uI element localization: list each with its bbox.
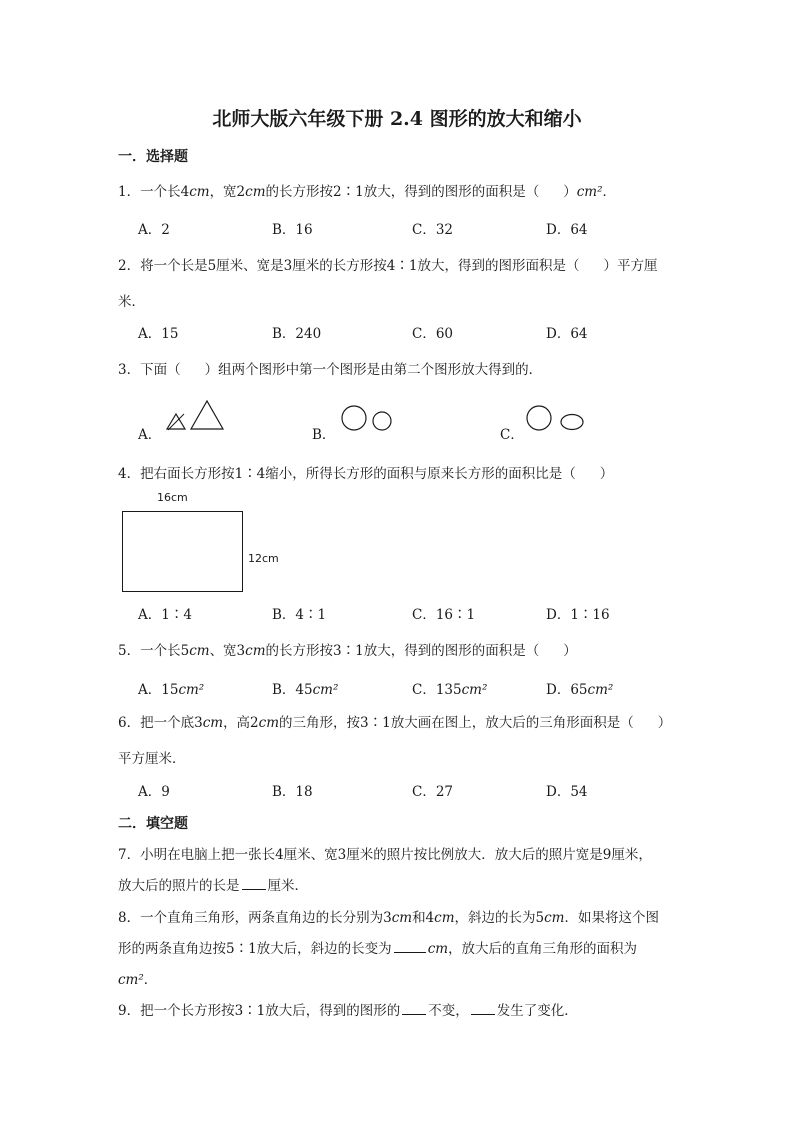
q6-unit-2: cm <box>258 715 280 731</box>
q5-option-b[interactable] <box>272 678 338 698</box>
q4-text-a: 4．把右面长方形按1∶4缩小，所得长方形的面积与原来长方形的面积比是（ <box>118 466 576 482</box>
q4-height-label: 12cm <box>248 552 279 565</box>
q8-unit-5: cm² <box>118 972 144 988</box>
q6-text-d: ） <box>657 715 672 731</box>
q6-text-c: 的三角形，按3∶1放大画在图上，放大后的三角形面积是（ <box>279 715 634 731</box>
q8-text-f: ，放大后的直角三角形的面积为 <box>448 941 638 957</box>
q6-text-b: ，高2 <box>223 715 259 731</box>
q3-text-a: 3．下面（ <box>118 362 181 378</box>
q1-unit-1: cm <box>189 184 210 200</box>
q8-text-d: ．如果将这个图 <box>564 910 659 926</box>
q8-unit-1: cm <box>391 910 413 926</box>
question-8-line-2 <box>118 937 637 957</box>
q2-option-d[interactable]: D．64 <box>546 326 588 342</box>
q5-text-b: 、宽3 <box>209 643 246 659</box>
q2-text-b: ）平方厘 <box>603 258 658 274</box>
q8-blank-hypotenuse[interactable] <box>394 940 426 953</box>
q4-option-c[interactable]: C．16∶1 <box>412 607 476 623</box>
q6-option-d[interactable]: D．54 <box>546 784 588 800</box>
q5-option-b-unit: cm² <box>312 682 339 698</box>
q5-option-c[interactable] <box>412 678 487 698</box>
q9-text-a: 9．把一个长方形按3∶1放大后，得到的图形的 <box>118 1003 401 1019</box>
q2-line-2: 米． <box>118 294 145 310</box>
q5-option-d[interactable] <box>546 678 613 698</box>
q1-text-d: ） <box>563 184 577 200</box>
q1-option-d[interactable]: D．64 <box>546 222 588 238</box>
q1-option-b[interactable]: B．16 <box>272 222 313 238</box>
q6-option-c[interactable]: C．27 <box>412 784 454 800</box>
page-title: 北师大版六年级下册 2.4 图形的放大和缩小 <box>212 108 582 130</box>
question-4 <box>118 462 613 482</box>
question-7-line-1: 7．小明在电脑上把一张长4厘米、宽3厘米的照片按比例放大．放大后的照片宽是9厘米， <box>118 847 652 863</box>
q6-text-a: 6．把一个底3 <box>118 715 203 731</box>
q1-text-b: ，宽2 <box>209 184 246 200</box>
question-1 <box>118 180 616 200</box>
q5-option-b-label: B．45 <box>272 682 313 698</box>
q8-text-e: 形的两条直角边按5∶1放大后，斜边的长变为 <box>118 941 392 957</box>
q3-text-b: ）组两个图形中第一个图形是由第二个图形放大得到的． <box>204 362 543 378</box>
q2-option-c[interactable]: C．60 <box>412 326 454 342</box>
q8-unit-2: cm <box>434 910 455 926</box>
question-7-line-2 <box>118 874 308 894</box>
q5-option-a-label: A．15 <box>138 682 179 698</box>
q3-option-a-triangles <box>164 398 226 434</box>
q4-option-b[interactable]: B．4∶1 <box>272 607 327 623</box>
q2-text-a: 2．将一个长是5厘米、宽是3厘米的长方形按4∶1放大，得到的图形面积是（ <box>118 258 580 274</box>
q2-option-a[interactable]: A．15 <box>138 326 179 342</box>
question-8-line-1 <box>118 906 659 926</box>
q7-blank[interactable] <box>242 877 266 890</box>
q5-text-d: ） <box>563 643 577 659</box>
q1-option-a[interactable]: A．2 <box>138 222 170 238</box>
section-fill-heading: 二．填空题 <box>118 816 188 832</box>
q5-option-c-unit: cm² <box>461 682 488 698</box>
question-2 <box>118 254 657 274</box>
q8-unit-4: cm <box>427 941 449 957</box>
q4-text-b: ） <box>599 466 614 482</box>
q4-width-label: 16cm <box>157 491 188 504</box>
q1-text-e: ． <box>602 184 616 200</box>
q4-option-a[interactable]: A．1∶4 <box>138 607 192 623</box>
q9-blank-1[interactable] <box>402 1002 426 1015</box>
q7-text-a: 放大后的照片的长是 <box>118 878 240 894</box>
q6-line-2: 平方厘米． <box>118 751 186 767</box>
q5-unit-1: cm <box>189 643 210 659</box>
q4-option-d[interactable]: D．1∶16 <box>546 607 610 623</box>
q5-option-c-label: C．135 <box>412 682 462 698</box>
q9-text-b: 不变， <box>428 1003 469 1019</box>
q3-option-b-circles <box>338 402 396 434</box>
section-choice-heading: 一．选择题 <box>118 149 188 165</box>
q3-option-a-label[interactable]: A． <box>138 427 162 443</box>
question-5 <box>118 639 577 659</box>
q2-option-b[interactable]: B．240 <box>272 326 322 342</box>
small-circle-icon <box>373 412 391 430</box>
q5-option-d-unit: cm² <box>587 682 614 698</box>
large-triangle-icon <box>191 401 223 429</box>
q7-text-b: 厘米． <box>267 878 308 894</box>
q3-option-c-label[interactable]: C． <box>500 427 524 443</box>
q9-blank-2[interactable] <box>471 1002 495 1015</box>
q3-option-b-label[interactable]: B． <box>312 427 336 443</box>
question-9 <box>118 999 578 1019</box>
q5-option-d-label: D．65 <box>546 682 588 698</box>
q8-text-b: 和4 <box>412 910 435 926</box>
ellipse-icon <box>561 415 583 430</box>
circle-icon <box>527 406 551 430</box>
q1-text-a: 1．一个长4 <box>118 184 190 200</box>
q5-option-a[interactable] <box>138 678 204 698</box>
q9-text-c: 发生了变化． <box>496 1003 578 1019</box>
q8-text-a: 8．一个直角三角形，两条直角边的长分别为3 <box>118 910 392 926</box>
q3-option-c-shapes <box>524 402 586 434</box>
q1-option-c[interactable]: C．32 <box>412 222 454 238</box>
question-3 <box>118 358 542 378</box>
q8-text-c: ，斜边的长为5 <box>454 910 545 926</box>
question-8-line-3 <box>118 968 157 988</box>
q5-unit-2: cm <box>245 643 266 659</box>
q1-unit-2: cm <box>245 184 266 200</box>
q5-text-a: 5．一个长5 <box>118 643 190 659</box>
question-6 <box>118 711 671 731</box>
q6-unit-1: cm <box>202 715 224 731</box>
q6-option-a[interactable]: A．9 <box>138 784 170 800</box>
q5-text-c: 的长方形按3∶1放大，得到的图形的面积是（ <box>265 643 540 659</box>
q5-option-a-unit: cm² <box>178 682 205 698</box>
q1-unit-3: cm² <box>576 184 603 200</box>
large-circle-icon <box>342 406 366 430</box>
q8-unit-3: cm <box>544 910 565 926</box>
q6-option-b[interactable]: B．18 <box>272 784 313 800</box>
q4-rectangle-figure <box>122 511 243 592</box>
q8-text-g: ． <box>143 972 158 988</box>
q1-text-c: 的长方形按2∶1放大，得到的图形的面积是（ <box>265 184 540 200</box>
